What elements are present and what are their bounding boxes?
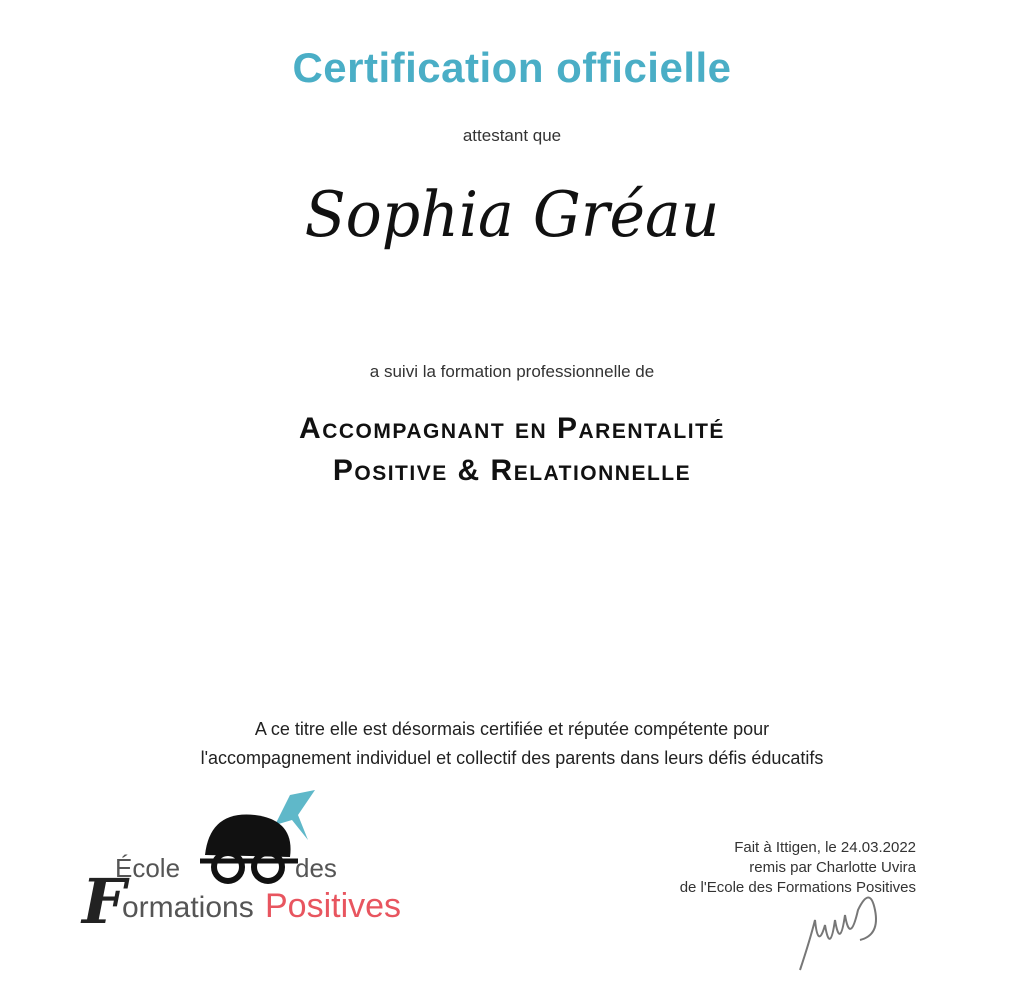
course-title	[0, 408, 1024, 492]
issuer-organization: de l'Ecole des Formations Positives	[679, 879, 916, 896]
logo-text-formations: ormations	[122, 891, 254, 924]
recipient-name: Sophia Gréau	[304, 178, 720, 252]
issued-by: remis par Charlotte Uvira	[749, 859, 916, 876]
logo-text-des: des	[295, 853, 337, 883]
signature-icon	[790, 880, 900, 980]
followed-text: a suivi la formation professionnelle de	[369, 362, 655, 381]
attesting-text: attestant que	[462, 126, 562, 145]
school-logo	[80, 785, 400, 945]
svg-text:F: F	[82, 865, 127, 938]
statement-line: A ce titre elle est désormais certifiée et réputée compétente pour	[254, 719, 770, 739]
issue-place-date: Fait à Ittigen, le 24.03.2022	[734, 839, 916, 856]
logo-illustration-icon	[80, 785, 400, 945]
logo-text-positives: Positives	[265, 887, 400, 925]
certificate-title: Certification officielle	[292, 44, 732, 91]
logo-text-ecole: École	[115, 853, 181, 883]
course-title-line: Positive & Relationnelle	[332, 454, 692, 487]
statement	[0, 715, 1024, 773]
statement-line: l'accompagnement individuel et collectif des parents dans leurs défis éducatifs	[200, 748, 824, 768]
course-title-line: Accompagnant en Parentalité	[299, 412, 725, 445]
